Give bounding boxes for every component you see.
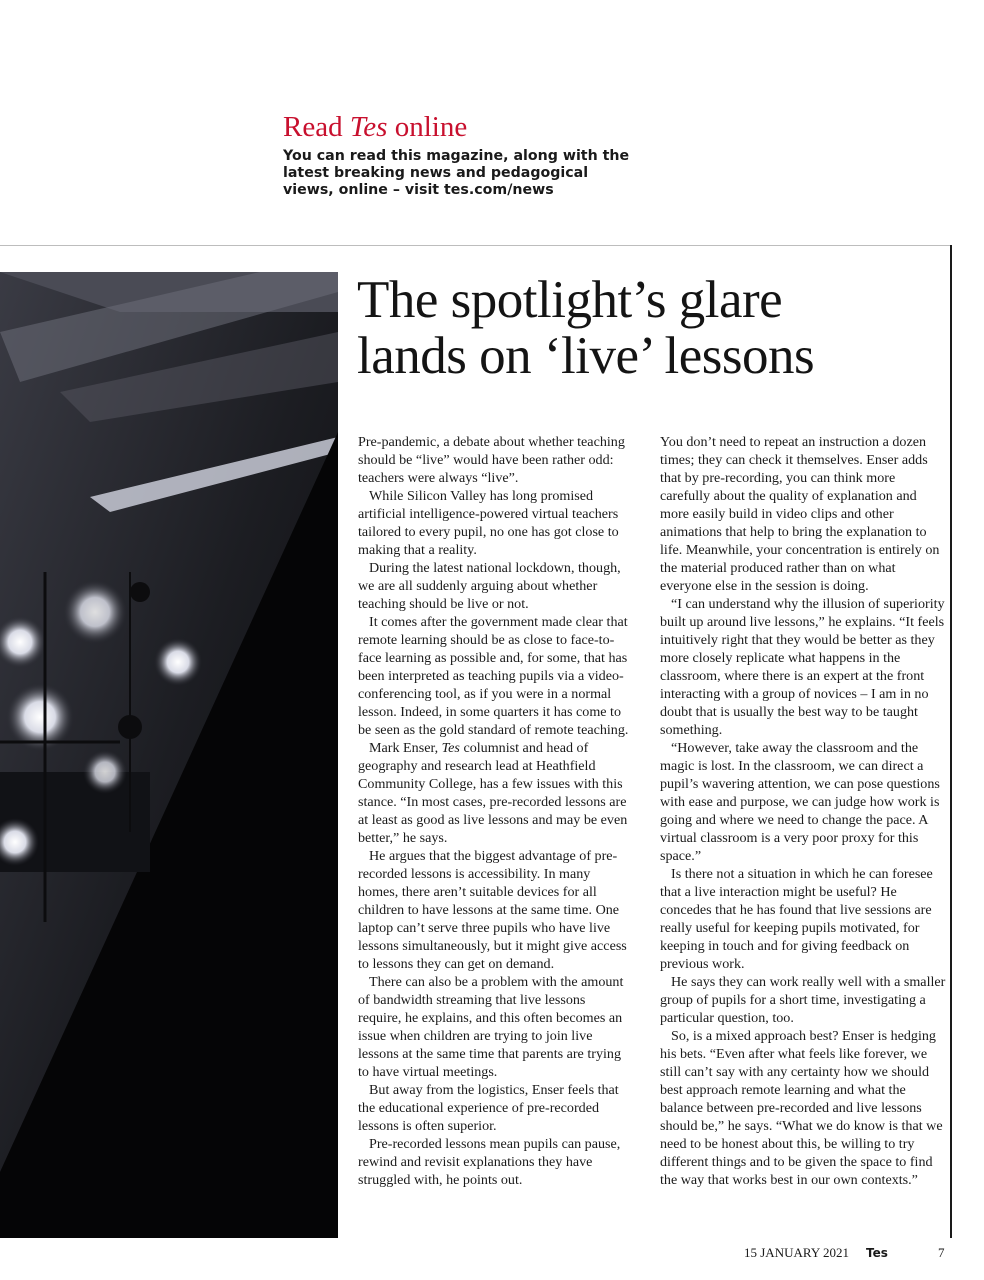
body-paragraph: But away from the logistics, Enser feels that the educational experience of pre-recorded lessons is often superior.	[358, 1082, 619, 1134]
body-paragraph: “However, take away the classroom and the magic is lost. In the classroom, we can direct a pupil’s wavering attention, we can pose questions with ease and purpose, we can judge how work is going and where we need to change the pace. A virtual classroom is a very poor proxy for this space.”	[660, 740, 940, 864]
page-number: 7	[938, 1245, 945, 1260]
column-rule	[950, 245, 952, 1238]
headline: The spotlight’s glare lands on ‘live’ lessons	[357, 271, 815, 385]
article-photo	[0, 272, 338, 1238]
body-paragraph: He says they can work really well with a smaller group of pupils for a short time, investigating a particular question, too.	[660, 974, 946, 1026]
body-paragraph: Is there not a situation in which he can foresee that a live interaction might be useful? He concedes that he has found that live sessions are really useful for keeping pupils motivated, for keeping in touch and for giving feedback on previous work.	[660, 866, 933, 972]
body-paragraph: While Silicon Valley has long promised artificial intelligence-powered virtual teachers tailored to every pupil, no one has got close to making that a reality.	[358, 488, 619, 558]
tes-brand-inline: Tes	[441, 740, 460, 756]
body-paragraph: You don’t need to repeat an instruction a dozen times; they can check it themselves. Enser adds that by pre-recording, you can think more carefully about the quality of explanation and more easily build in video clips and other animations that help to bring the explanation to life. Meanwhile, your concentration is entirely on the material produced rather than on what everyone else in the session is doing.	[660, 434, 940, 594]
promo-title: Read Tes online	[283, 111, 468, 143]
body-paragraph: It comes after the government made clear that remote learning should be as close to face-to-face learning as possible and, for some, that has been interpreted as teaching pupils via a video-conferencing tool, as if you were in a normal lesson. Indeed, in some quarters it has come to be seen as the gold standard of remote teaching.	[358, 614, 629, 738]
body-paragraph: Pre-pandemic, a debate about whether teaching should be “live” would have been rather odd: teachers were always “live”.	[358, 434, 625, 486]
promo-title-brand: Tes	[349, 111, 388, 143]
body-paragraph: “I can understand why the illusion of superiority built up around live lessons,” he explains. “It feels intuitively right that they would be better as they more closely replicate what happens in the classroom, where there is an expert at the front interacting with a group of novices – I am in no doubt that is usually the best way to be taught something.	[660, 596, 945, 738]
section-divider	[0, 245, 952, 246]
promo-box	[283, 110, 703, 199]
body-paragraph: Pre-recorded lessons mean pupils can pause, rewind and revisit explanations they have struggled with, he points out.	[358, 1136, 621, 1188]
stage-lights-photo	[0, 272, 338, 1238]
body-paragraph: There can also be a problem with the amount of bandwidth streaming that live lessons require, he explains, and this often becomes an issue when children are trying to join live lessons at the same time that parents are trying to have virtual meetings.	[358, 974, 624, 1080]
body-paragraph: During the latest national lockdown, though, we are all suddenly arguing about whether teaching should be live or not.	[358, 560, 621, 612]
promo-text: You can read this magazine, along with the latest breaking news and pedagogical views, online – visit tes.com/news	[283, 148, 630, 198]
body-paragraph: Mark Enser, Tes columnist and head of geography and research lead at Heathfield Community College, has a few issues with this stance. “In most cases, pre-recorded lessons are at least as good as live lessons and may be even better,” he says.	[358, 740, 628, 846]
article-column-2	[660, 433, 946, 1189]
footer-brand: Tes	[866, 1246, 888, 1260]
body-paragraph: So, is a mixed approach best? Enser is hedging his bets. “Even after what feels like forever, we still can’t say with any certainty how we should best approach remote learning and what the balance between pre-recorded and live lessons should be,” he says. “What we do know is that we need to be honest about this, be willing to try different things and to be given the space to find the way that works best in our own contexts.”	[660, 1028, 943, 1188]
body-paragraph: He argues that the biggest advantage of pre-recorded lessons is accessibility. In many homes, there aren’t suitable devices for all children to have lessons at the same time. One laptop can’t serve three pupils who have live lessons simultaneously, but it might give access to lessons they can get on demand.	[358, 848, 627, 972]
article-column-1	[358, 433, 632, 1189]
issue-date: 15 JANUARY 2021	[744, 1245, 849, 1260]
